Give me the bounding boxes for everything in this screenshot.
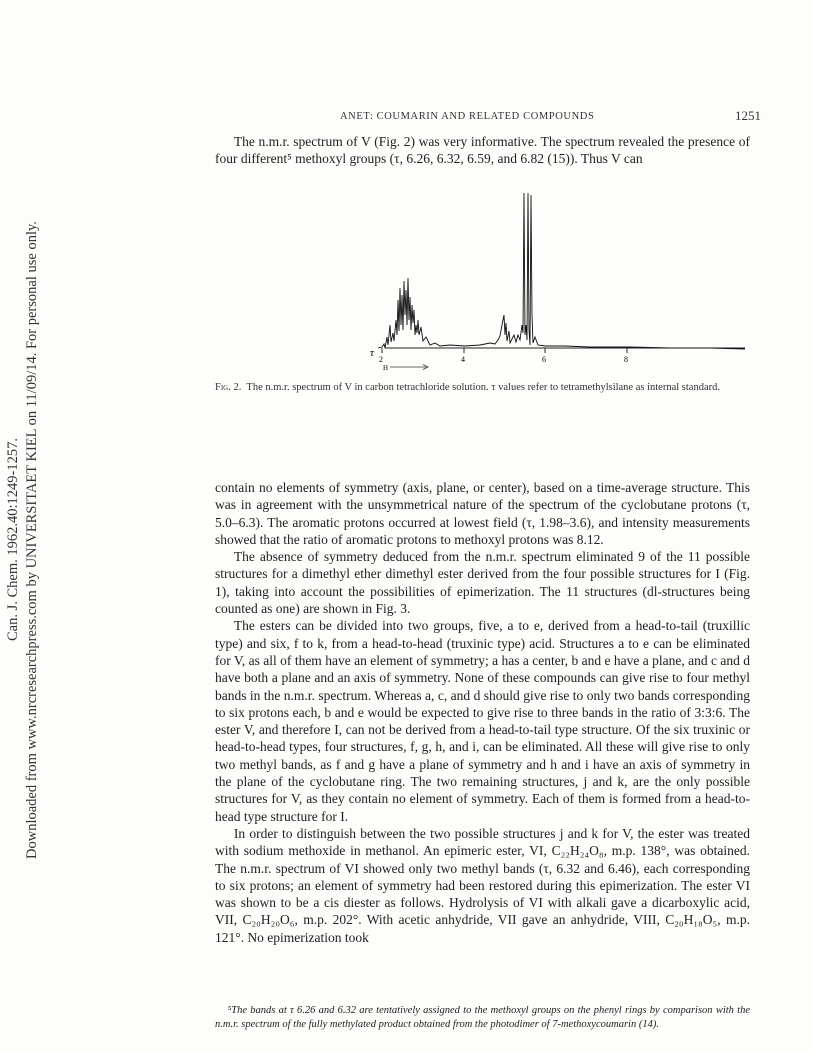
- running-title: ANET: COUMARIN AND RELATED COMPOUNDS: [340, 111, 595, 122]
- tick-label: 8: [624, 355, 628, 364]
- nmr-spectrum-plot: [290, 185, 775, 375]
- main-text-block: [215, 479, 750, 946]
- download-line: Downloaded from www.nrcresearchpress.com by UNIVERSITAET KIEL on 11/09/14. For personal use only.: [24, 221, 40, 859]
- nmr-spectrum-figure: [290, 185, 775, 375]
- footnote: [215, 1004, 750, 1031]
- tau-axis: [382, 348, 627, 353]
- caption-label: Fig. 2.: [215, 382, 242, 393]
- paragraph: In order to distinguish between the two possible structures j and k for V, the ester was treated with sodium methoxide in methanol. An epimeric ester, VI, C₂₂H₂₄O₈, m.p. 138°, was obtained. The n.m.r. spectrum of VI showed only two methyl bands (τ, 6.32 and 6.46), each corresponding to six protons; an element of symmetry had been restored during this epimerization. The ester VI was shown to be a cis diester as follows. Hydrolysis of VI with alkali gave a dicarboxylic acid, VII, C₂₀H₂₀O₆, m.p. 202°. With acetic anhydride, VII gave an anhydride, VIII, C₂₀H₁₈O₅, m.p. 121°. No epimerization took: [215, 825, 750, 945]
- tick-label: 6: [542, 355, 546, 364]
- caption-text: The n.m.r. spectrum of V in carbon tetrachloride solution. τ values refer to tetramethylsilane as internal standard.: [246, 382, 720, 393]
- paragraph: The esters can be divided into two groups, five, a to e, derived from a head-to-tail (truxillic type) and six, f to k, from a head-to-head (truxinic type) acid. Structures a to e can be eliminated for V, as all of them have an element of symmetry; a has a center, b and e have a plane, and c and d have both a plane and an axis of symmetry. None of these compounds can give rise to four methyl bands in the n.m.r. spectrum. Whereas a, c, and d should give rise to only two bands corresponding to six protons each, b and e would be expected to give rise to three bands in the ratio of 3:3:6. The ester V, and therefore I, can not be derived from a head-to-tail type structure. Of the six truxinic or head-to-head types, four structures, f, g, h, and i, can be eliminated. All these will give rise to only two methyl bands, as f and g have a plane of symmetry and h and i have an axis of symmetry in the plane of the cyclobutane ring. The two remaining structures, j and k, are the only possible structures for V, as they contain no element of symmetry. Each of them is formed from a head-to-head type structure for I.: [215, 618, 750, 824]
- tau-symbol: τ: [370, 347, 374, 359]
- download-watermark: [4, 180, 48, 900]
- spectrum-trace: [378, 193, 745, 349]
- paragraph: The n.m.r. spectrum of V (Fig. 2) was very informative. The spectrum revealed the presence of four different⁵ methoxyl groups (τ, 6.26, 6.32, 6.59, and 6.82 (15)). Thus V can: [215, 134, 750, 167]
- citation-line: Can. J. Chem. 1962.40:1249-1257.: [5, 438, 21, 642]
- page-number: 1251: [735, 108, 761, 123]
- field-label: H: [383, 364, 389, 372]
- paragraph: contain no elements of symmetry (axis, plane, or center), based on a time-average structure. This was in agreement with the unsymmetrical nature of the spectrum of the cyclobutane protons (τ, 5.0–6.3). The aromatic protons occurred at lowest field (τ, 1.98–3.6), and intensity measurements showed that the ratio of aromatic protons to methoxyl protons was 8.12.: [215, 480, 750, 547]
- footnote-text: ⁵The bands at τ 6.26 and 6.32 are tentatively assigned to the methoxyl groups on the phenyl rings by comparison with the n.m.r. spectrum of the fully methylated product obtained from the photodimer of 7-methoxycoumarin (14).: [215, 1005, 750, 1030]
- figure-caption: [215, 381, 750, 395]
- tick-label: 4: [461, 355, 465, 364]
- tick-label: 2: [379, 355, 383, 364]
- intro-paragraph-block: [215, 133, 750, 168]
- paragraph: The absence of symmetry deduced from the n.m.r. spectrum eliminated 9 of the 11 possible structures for a dimethyl ether dimethyl ester derived from the four possible structures for I (Fig. 1), taking into account the possibilities of epimerization. The 11 structures (dl-structures being counted as one) are shown in Fig. 3.: [215, 549, 750, 617]
